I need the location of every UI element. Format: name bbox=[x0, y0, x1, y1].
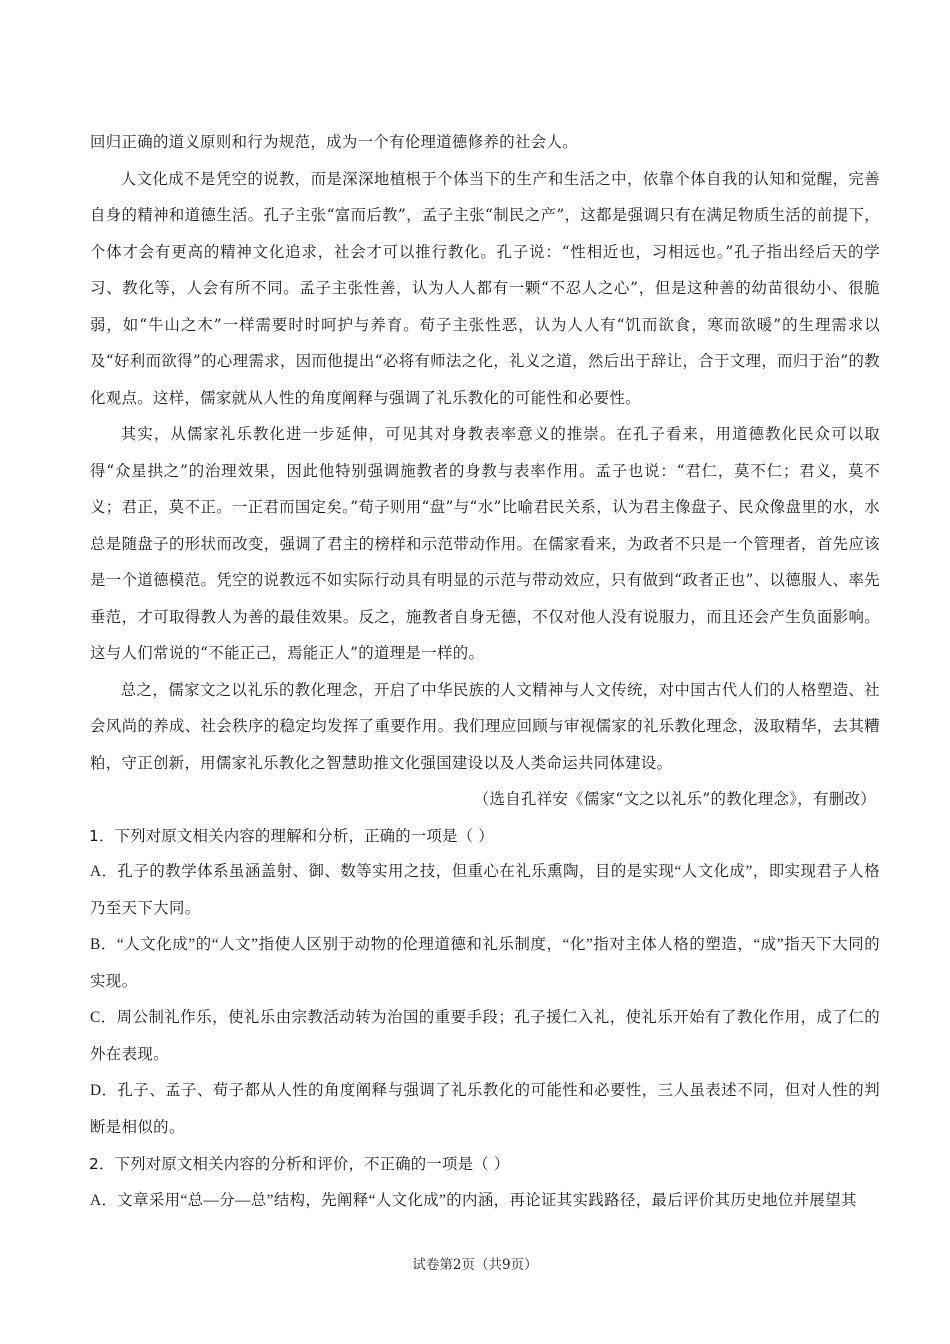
reading-passage bbox=[90, 124, 880, 818]
option-b: B．“人文化成”的“人文”指使人区别于动物的伦理道德和礼乐制度，“化”指对主体人格的塑造，“成”指天下大同的实现。 bbox=[90, 936, 880, 990]
question-1 bbox=[90, 818, 880, 1147]
passage-source: （选自孔祥安《儒家“文之以礼乐”的教化理念》，有删改） bbox=[473, 790, 876, 808]
question-2 bbox=[90, 1146, 880, 1219]
page-footer: 试卷第2页（共9页） bbox=[412, 1257, 538, 1273]
passage-paragraph: 人文化成不是凭空的说教，而是深深地植根于个体当下的生产和生活之中，依靠个体自我的认知和觉醒，完善自身的精神和道德生活。孔子主张“富而后教”，孟子主张“制民之产”，这都是强调只有在满足物质生活的前提下，个体才会有更高的精神文化追求，社会才可以推行教化。孔子说：“性相近也，习相远也。”孔子指出经后天的学习、教化等，人会有所不同。孟子主张性善，认为人人都有一颗“不忍人之心”，但是这种善的幼苗很幼小、很脆弱，如“牛山之木”一样需要时时呵护与养育。荀子主张性恶，认为人人有“饥而欲食，寒而欲暖”的生理需求以及“好利而欲得”的心理需求，因而他提出“必将有师法之化，礼义之道，然后出于辞让，合于文理，而归于治”的教化观点。这样，儒家就从人性的角度阐释与强调了礼乐教化的可能性和必要性。 bbox=[90, 169, 880, 407]
passage-paragraph: 总之，儒家文之以礼乐的教化理念，开启了中华民族的人文精神与人文传统，对中国古代人们的人格塑造、社会风尚的养成、社会秩序的稳定均发挥了重要作用。我们理应回顾与审视儒家的礼乐教化理念，汲取精华，去其糟粕，守正创新，用儒家礼乐教化之智慧助推文化强国建设以及人类命运共同体建设。 bbox=[90, 680, 880, 772]
option-c: C．周公制礼作乐，使礼乐由宗教活动转为治国的重要手段；孔子援仁入礼，使礼乐开始有了教化作用，成了仁的外在表现。 bbox=[90, 1009, 880, 1063]
passage-paragraph: 其实，从儒家礼乐教化进一步延伸，可见其对身教表率意义的推崇。在孔子看来，用道德教化民众可以取得“众星拱之”的治理效果，因此他特别强调施教者的身教与表率作用。孟子也说：“君仁，莫不仁；君义，莫不义；君正，莫不正。一正君而国定矣。”荀子则用“盘”与“水”比喻君民关系，认为君主像盘子、民众像盘里的水，水总是随盘子的形状而改变，强调了君主的榜样和示范带动作用。在儒家看来，为政者不只是一个管理者，首先应该是一个道德模范。凭空的说教远不如实际行动具有明显的示范与带动效应，只有做到“政者正也”、以德服人、率先垂范，才可取得教人为善的最佳效果。反之，施教者自身无德，不仅对他人没有说服力，而且还会产生负面影响。这与人们常说的“不能正己，焉能正人”的道理是一样的。 bbox=[90, 425, 880, 662]
page-content bbox=[90, 124, 880, 1219]
question-stem: 1．下列对原文相关内容的理解和分析，正确的一项是（ ） bbox=[89, 826, 494, 845]
option-a: A．文章采用“总—分—总”结构，先阐释“人文化成”的内涵，再论证其实践路径，最后评价其历史地位并展望其 bbox=[90, 1191, 857, 1209]
option-a: A．孔子的教学体系虽涵盖射、御、数等实用之技，但重心在礼乐熏陶，目的是实现“人文化成”，即实现君子人格乃至天下大同。 bbox=[90, 863, 880, 917]
question-stem: 2．下列对原文相关内容的分析和评价，不正确的一项是（ ） bbox=[89, 1155, 510, 1173]
option-d: D．孔子、孟子、荀子都从人性的角度阐释与强调了礼乐教化的可能性和必要性，三人虽表述不同，但对人性的判断是相似的。 bbox=[90, 1082, 880, 1136]
passage-paragraph: 回归正确的道义原则和行为规范，成为一个有伦理道德修养的社会人。 bbox=[90, 133, 578, 151]
